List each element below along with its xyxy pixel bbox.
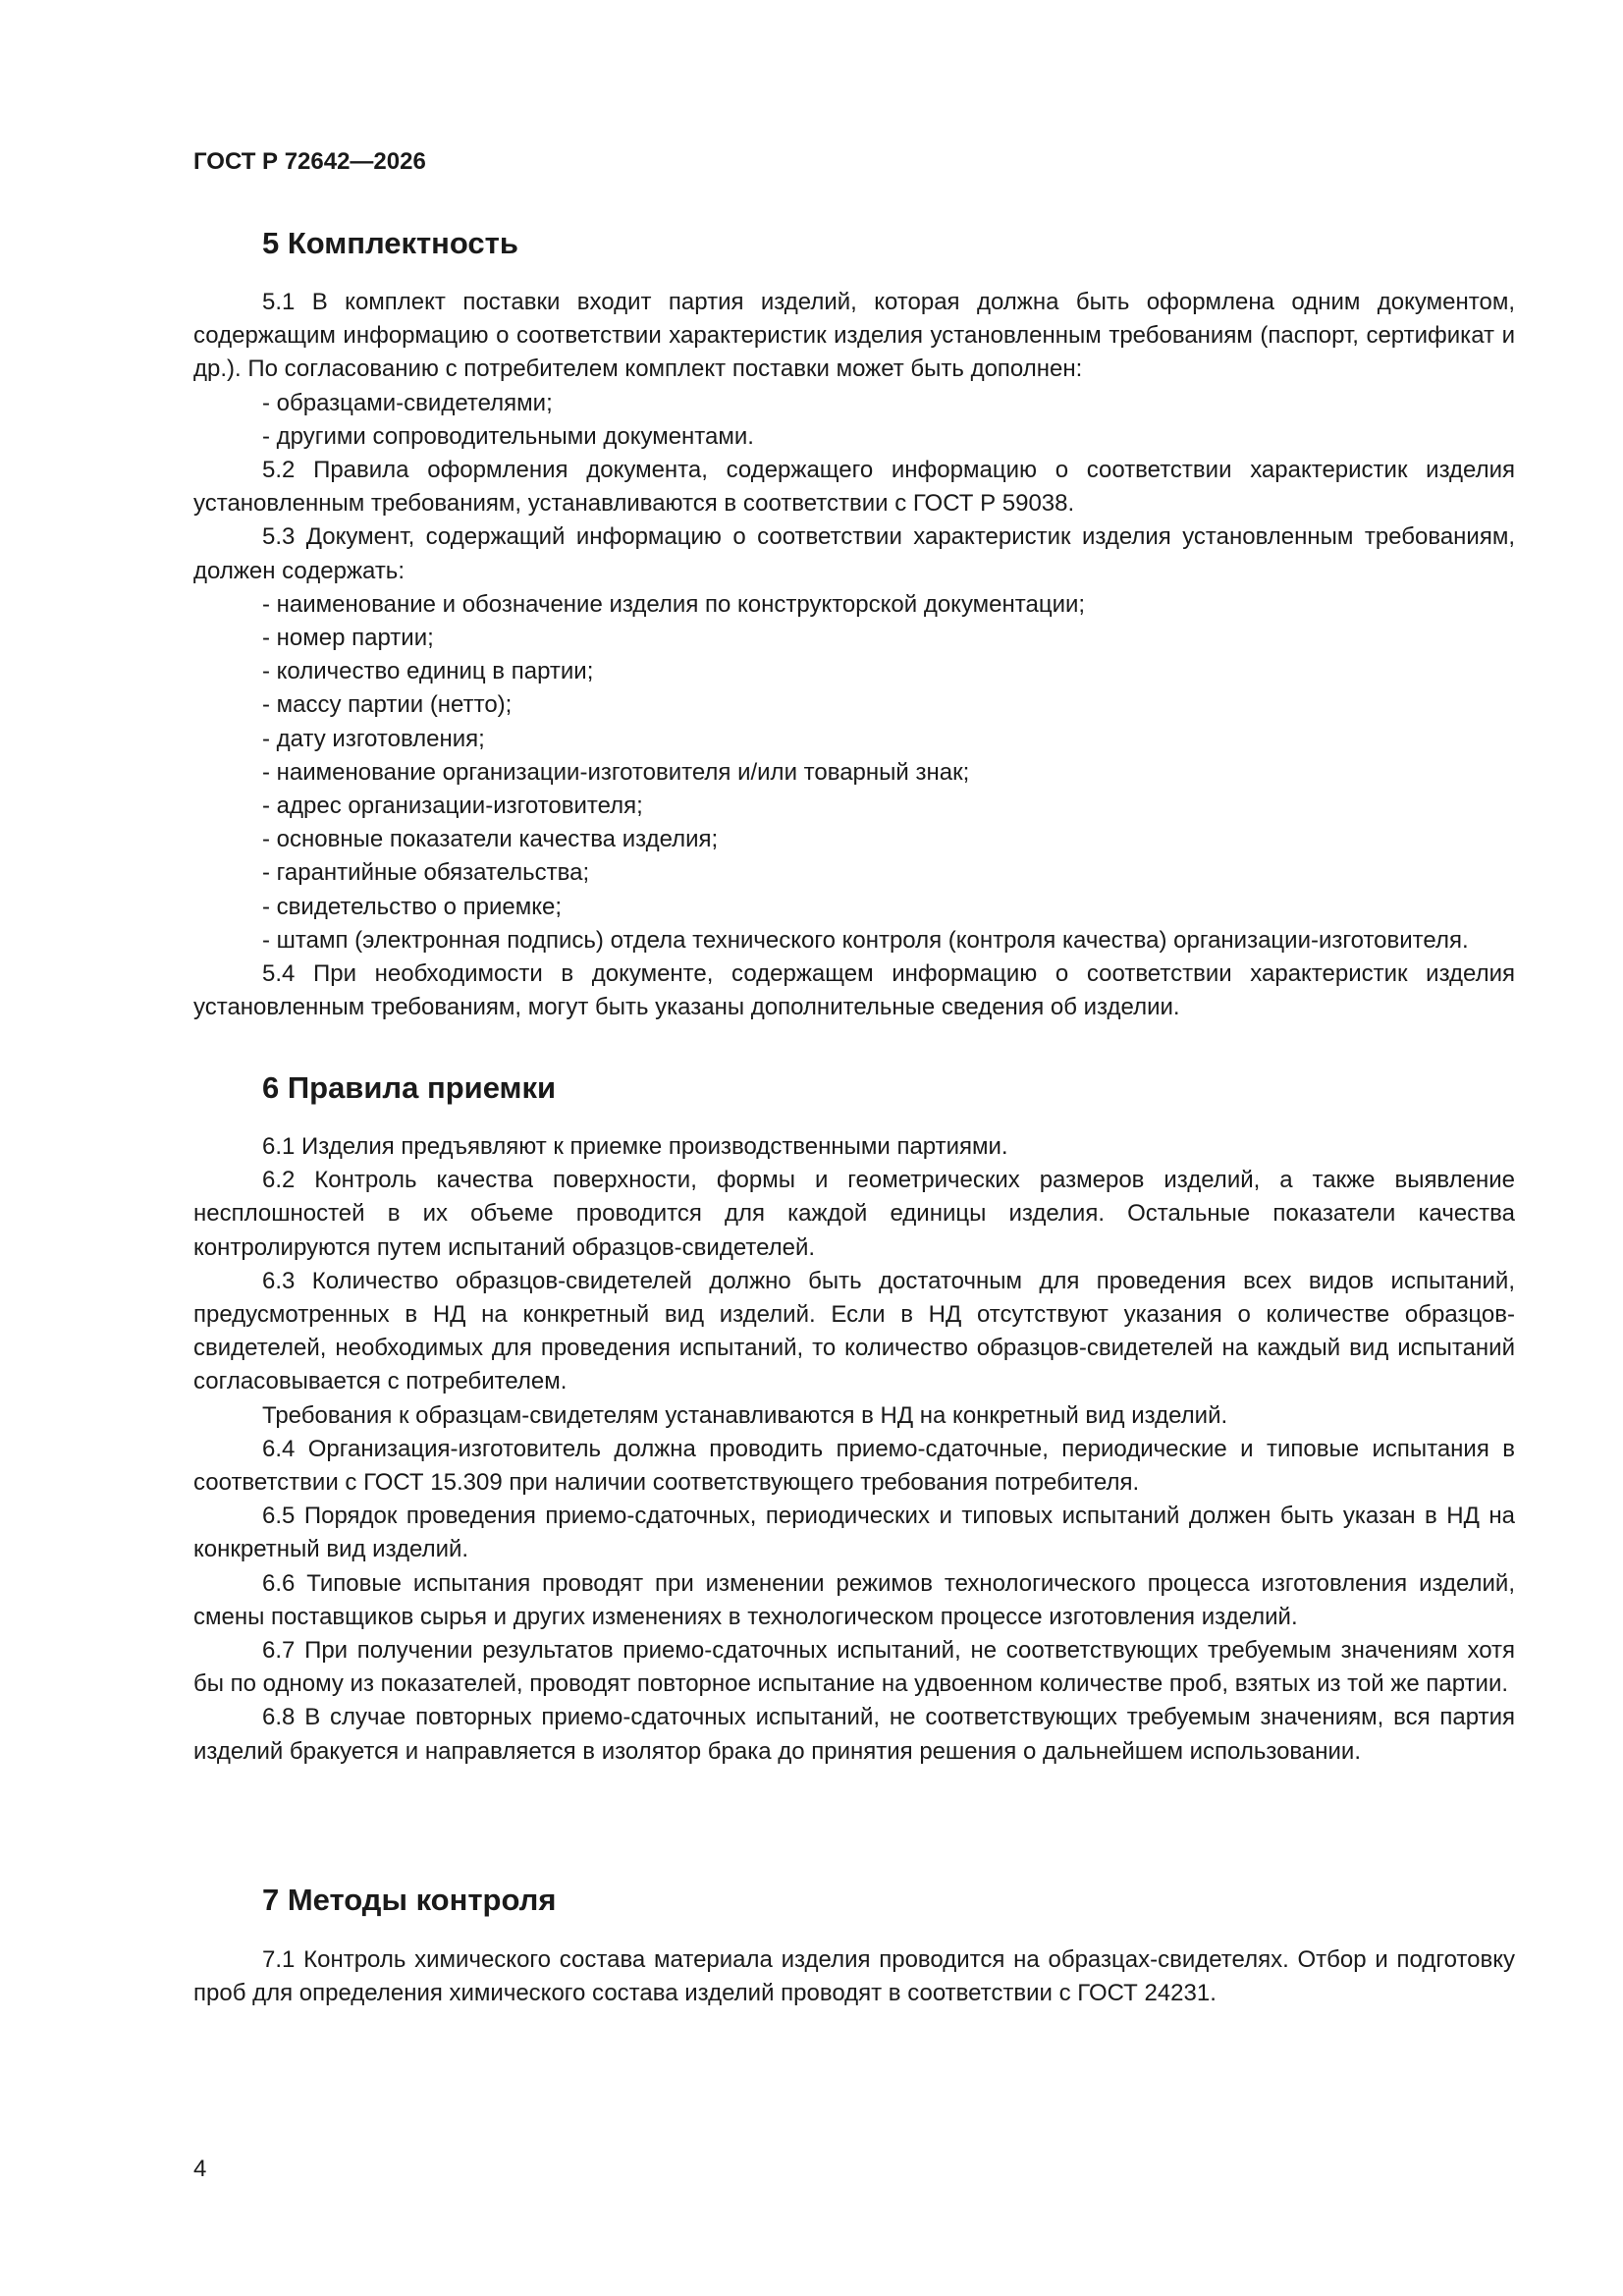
paragraph-6-5: 6.5 Порядок проведения приемо-сдаточных, периодических и типовых испытаний должен быть указан в НД на конкретный вид изделий.	[193, 1503, 1515, 1563]
paragraph-6-3: 6.3 Количество образцов-свидетелей должно быть достаточным для проведения всех видов испытаний, предусмотренных в НД на конкретный вид изделий. Если в НД отсутствуют указания о количестве образцов-свидетелей, необходимых для проведения испытаний, то количество образцов-свидетелей на каждый вид испытаний согласовывается с потребителем.	[193, 1267, 1515, 1395]
section-5-title: 5 Комплектность	[262, 226, 518, 260]
paragraph-5-3: 5.3 Документ, содержащий информацию о соответствии характеристик изделия установленным требованиям, должен содержать:	[193, 523, 1515, 584]
list-item: - дату изготовления;	[262, 725, 485, 752]
list-item: - свидетельство о приемке;	[262, 893, 563, 920]
list-item: - адрес организации-изготовителя;	[262, 793, 643, 820]
paragraph-5-2: 5.2 Правила оформления документа, содержащего информацию о соответствии характеристик изделия установленным требованиям, устанавливаются в соответствии с ГОСТ Р 59038.	[193, 457, 1515, 518]
paragraph-6-3-requirements: Требования к образцам-свидетелям устанавливаются в НД на конкретный вид изделий.	[262, 1401, 1228, 1429]
paragraph-6-6: 6.6 Типовые испытания проводят при изменении режимов технологического процесса изготовления изделий, смены поставщиков сырья и других изменениях в технологическом процессе изготовления изделий.	[193, 1569, 1515, 1630]
section-5-body	[193, 286, 1515, 1024]
list-item: - наименование и обозначение изделия по конструкторской документации;	[262, 590, 1086, 618]
paragraph-5-1: 5.1 В комплект поставки входит партия изделий, которая должна быть оформлена одним документом, содержащим информацию о соответствии характеристик изделия установленным требованиям (паспорт, сертификат и др.). По согласованию с потребителем комплект поставки может быть дополнен:	[193, 289, 1515, 383]
section-5	[193, 224, 1515, 263]
section-6	[193, 1068, 1515, 1108]
paragraph-6-2: 6.2 Контроль качества поверхности, формы и геометрических размеров изделий, а также выявление несплошностей в их объеме проводится для каждой единицы изделия. Остальные показатели качества контролируются путем испытаний образцов-свидетелей.	[193, 1167, 1515, 1261]
list-item: - номер партии;	[262, 625, 434, 652]
document-code: ГОСТ Р 72642—2026	[193, 148, 426, 175]
list-item: - количество единиц в партии;	[262, 658, 594, 685]
paragraph-6-8: 6.8 В случае повторных приемо-сдаточных испытаний, не соответствующих требуемым значениям, вся партия изделий бракуется и направляется в изолятор брака до принятия решения о дальнейшем использовании.	[193, 1704, 1515, 1765]
list-item: - образцами-свидетелями;	[262, 389, 553, 416]
section-6-body	[193, 1130, 1515, 1769]
section-7-title: 7 Методы контроля	[262, 1883, 557, 1917]
paragraph-5-4: 5.4 При необходимости в документе, содержащем информацию о соответствии характеристик изделия установленным требованиям, могут быть указаны дополнительные сведения об изделии.	[193, 960, 1515, 1021]
paragraph-6-4: 6.4 Организация-изготовитель должна проводить приемо-сдаточные, периодические и типовые испытания в соответствии с ГОСТ 15.309 при наличии соответствующего требования потребителя.	[193, 1435, 1515, 1497]
section-7-body	[193, 1943, 1515, 2010]
list-item: - гарантийные обязательства;	[262, 859, 590, 887]
paragraph-6-1: 6.1 Изделия предъявляют к приемке производственными партиями.	[262, 1133, 1008, 1160]
paragraph-6-7: 6.7 При получении результатов приемо-сдаточных испытаний, не соответствующих требуемым значениям хотя бы по одному из показателей, проводят повторное испытание на удвоенном количестве проб, взятых из той же партии.	[193, 1637, 1515, 1698]
list-item: - наименование организации-изготовителя и/или товарный знак;	[262, 758, 970, 786]
section-6-title: 6 Правила приемки	[262, 1070, 557, 1105]
section-7	[193, 1881, 1515, 1920]
list-item: - другими сопроводительными документами.	[262, 422, 754, 450]
list-item: - массу партии (нетто);	[262, 691, 513, 719]
paragraph-7-1: 7.1 Контроль химического состава материала изделия проводится на образцах-свидетелях. Отбор и подготовку проб для определения химического состава изделий проводят в соответствии с ГОСТ 24231.	[193, 1946, 1515, 2007]
page-number: 4	[193, 2156, 207, 2182]
list-item: - основные показатели качества изделия;	[262, 826, 719, 853]
list-item-stamp: - штамп (электронная подпись) отдела технического контроля (контроля качества) организации-изготовителя.	[262, 926, 1469, 954]
